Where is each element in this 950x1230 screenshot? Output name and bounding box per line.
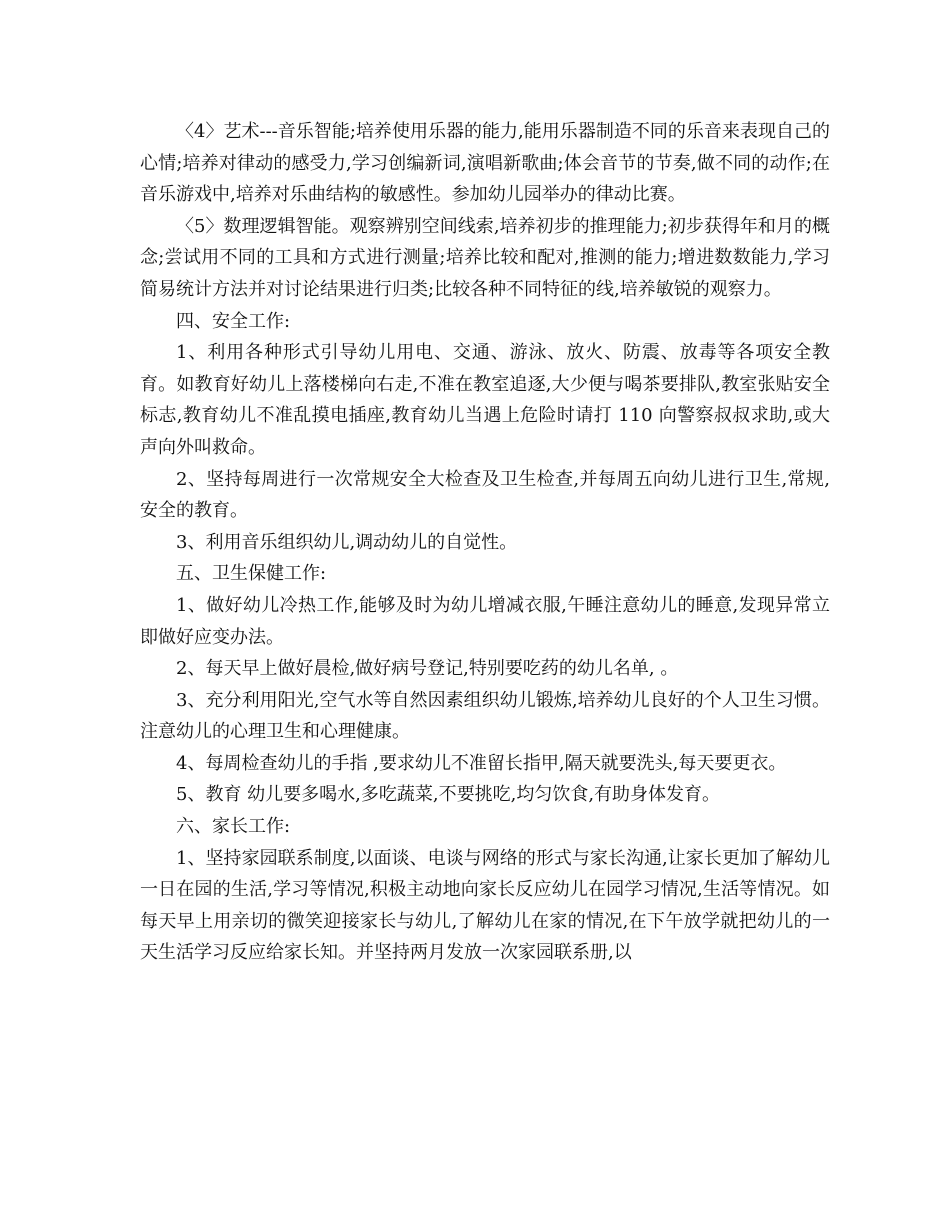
paragraph-safety-2: 2、坚持每周进行一次常规安全大检查及卫生检查,并每周五向幼儿进行卫生,常规,安全的教育。: [140, 468, 830, 522]
paragraph-health-1: 1、做好幼儿冷热工作,能够及时为幼儿增减衣服,午睡注意幼儿的睡意,发现异常立即做好应变办法。: [140, 594, 830, 648]
paragraph-art-music: 〈4〉艺术---音乐智能;培养使用乐器的能力,能用乐器制造不同的乐音来表现自己的心情;培养对律动的感受力,学习创编新词,演唱新歌曲;体会音节的节奏,做不同的动作;在音乐游戏中,培养对乐曲结构的敏感性。参加幼儿园举办的律动比赛。: [140, 121, 830, 206]
paragraph-safety-1: 1、利用各种形式引导幼儿用电、交通、游泳、放火、防震、放毒等各项安全教育。如教育好幼儿上落楼梯向右走,不准在教室追逐,大少便与喝茶要排队,教室张贴安全标志,教育幼儿不准乱摸电插座,教育幼儿当遇上危险时请打 110 向警察叔叔求助,或大声向外叫救命。: [140, 342, 830, 458]
section-heading-safety: 四、安全工作:: [176, 310, 291, 332]
paragraph-health-3: 3、充分利用阳光,空气水等自然因素组织幼儿锻炼,培养幼儿良好的个人卫生习惯。注意幼儿的心理卫生和心理健康。: [140, 689, 830, 743]
paragraph-health-2: 2、每天早上做好晨检,做好病号登记,特别要吃药的幼儿名单, 。: [176, 658, 679, 680]
section-heading-health: 五、卫生保健工作:: [176, 563, 327, 585]
paragraph-safety-3: 3、利用音乐组织幼儿,调动幼儿的自觉性。: [176, 531, 518, 553]
section-heading-parents: 六、家长工作:: [176, 816, 291, 838]
document-body: [140, 116, 830, 969]
paragraph-parents-1: 1、坚持家园联系制度,以面谈、电谈与网络的形式与家长沟通,让家长更加了解幼儿一日在园的生活,学习等情况,积极主动地向家长反应幼儿在园学习情况,生活等情况。如每天早上用亲切的微笑迎接家长与幼儿,了解幼儿在家的情况,在下午放学就把幼儿的一天生活学习反应给家长知。并坚持两月发放一次家园联系册,以: [140, 847, 830, 964]
paragraph-math-logic: 〈5〉数理逻辑智能。观察辨别空间线索,培养初步的推理能力;初步获得年和月的概念;尝试用不同的工具和方式进行测量;培养比较和配对,推测的能力;增进数数能力,学习简易统计方法并对讨论结果进行归类;比较各种不同特征的线,培养敏锐的观察力。: [140, 215, 830, 300]
paragraph-health-5: 5、教育 幼儿要多喝水,多吃蔬菜,不要挑吃,均匀饮食,有助身体发育。: [176, 784, 721, 806]
paragraph-health-4: 4、每周检查幼儿的手指 ,要求幼儿不准留长指甲,隔天就要洗头,每天要更衣。: [176, 752, 787, 774]
